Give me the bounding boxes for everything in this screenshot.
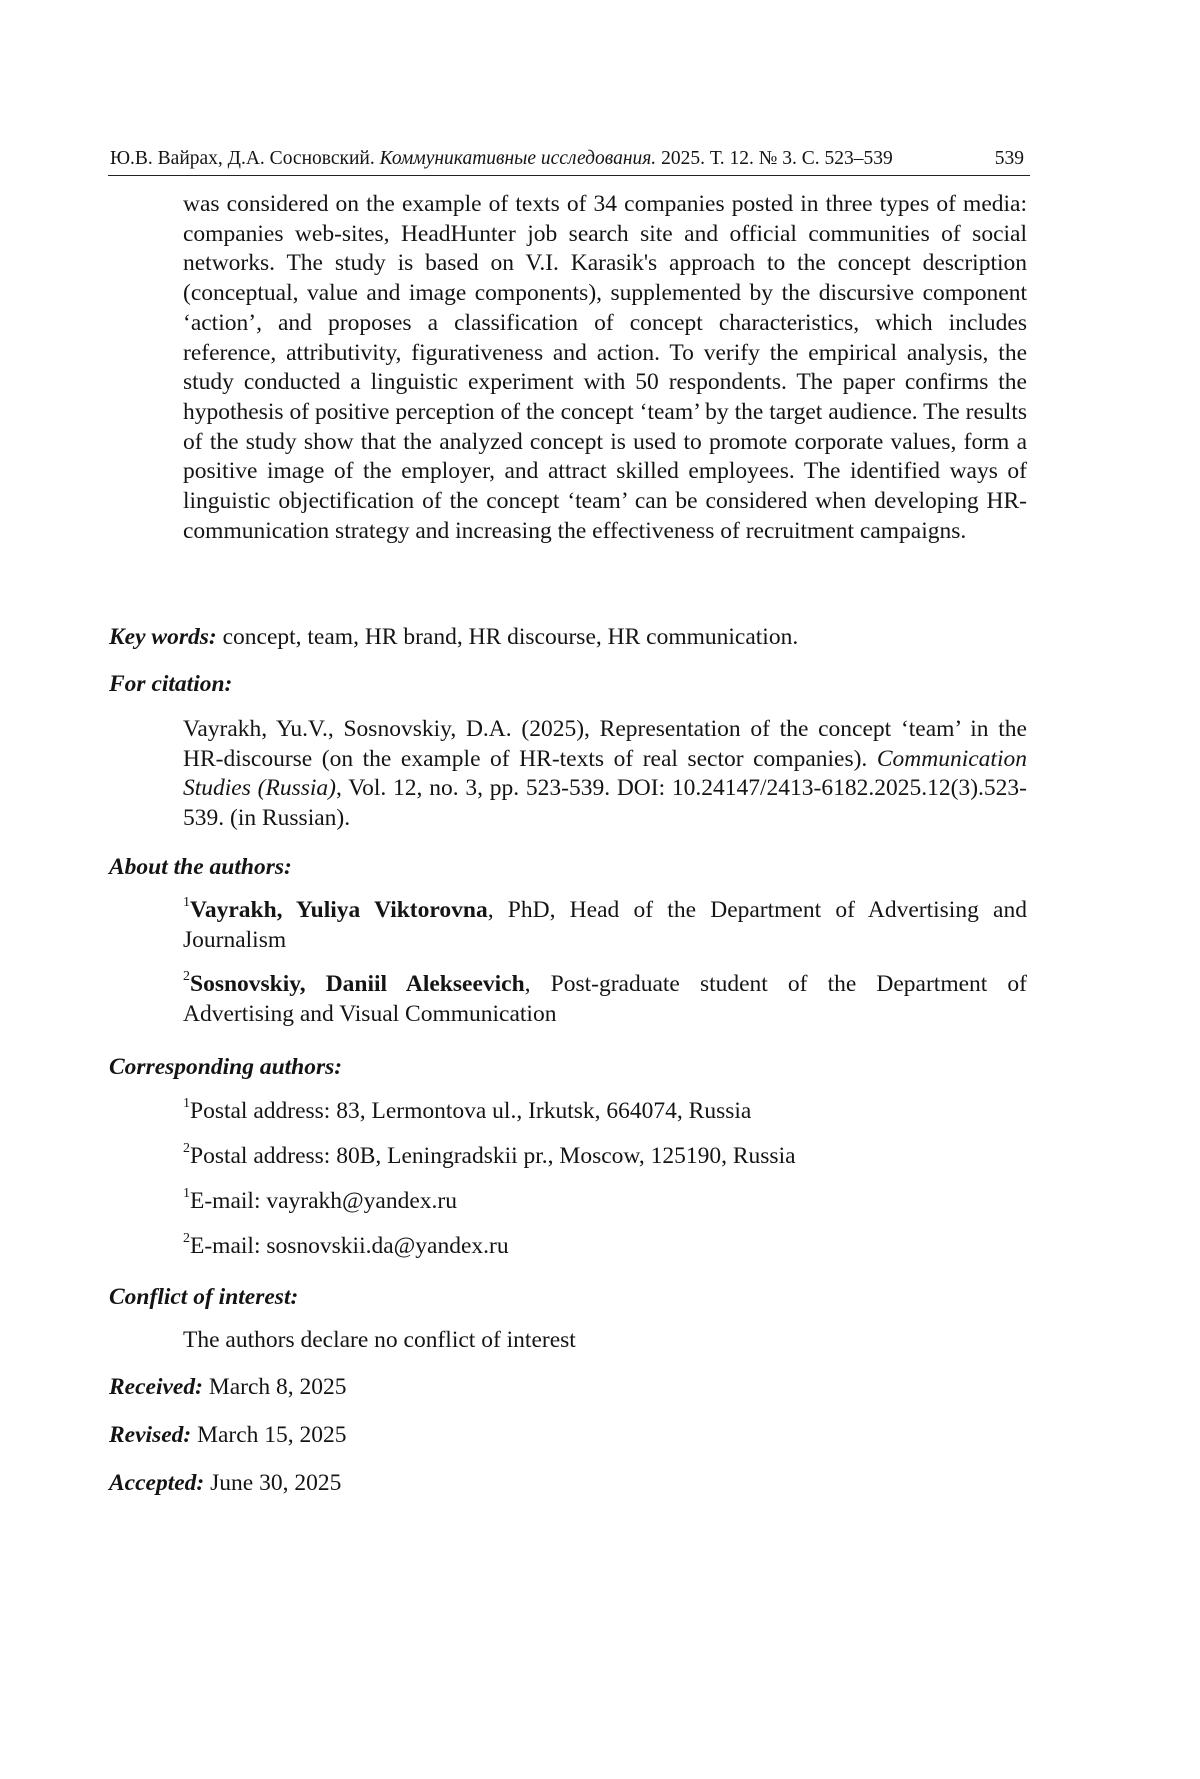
page-number: 539 — [994, 148, 1024, 169]
author-description: , Post-graduate student of the Department of Advertising and Visual Communication — [183, 971, 1027, 1027]
revised-label: Revised: — [109, 1422, 192, 1448]
footnote-marker: 1 — [183, 1096, 190, 1112]
conflict-of-interest-text: The authors declare no conflict of interest — [183, 1327, 576, 1353]
running-header — [108, 145, 1030, 176]
email-text: E-mail: vayrakh@yandex.ru — [190, 1188, 457, 1214]
revised-line — [109, 1420, 347, 1450]
footnote-marker: 2 — [183, 1141, 190, 1157]
revised-date: March 15, 2025 — [197, 1422, 347, 1448]
accepted-date: June 30, 2025 — [210, 1470, 342, 1496]
about-authors-label: About the authors: — [109, 854, 292, 880]
citation-before-journal: Vayrakh, Yu.V., Sosnovskiy, D.A. (2025), Representation of the concept ‘team’ in the HR-discourse (on the example of HR-texts of real sector companies). — [183, 716, 1027, 772]
email-text: E-mail: sosnovskii.da@yandex.ru — [190, 1233, 509, 1259]
citation-text — [183, 715, 1027, 834]
header-citation — [110, 145, 893, 173]
accepted-label: Accepted: — [109, 1470, 205, 1496]
received-date: March 8, 2025 — [208, 1374, 347, 1400]
header-journal: Коммуникативные исследования. — [379, 148, 657, 169]
postal-address-text: Postal address: 80B, Leningradskii pr., Moscow, 125190, Russia — [190, 1143, 796, 1169]
keywords-line — [109, 622, 798, 652]
citation-journal: Communication Studies (Russia) — [183, 745, 1027, 802]
footnote-marker: 1 — [183, 1186, 190, 1202]
abstract-paragraph: was considered on the example of texts of 34 companies posted in three types of media: companies web-sites, HeadHunter job search site and official communities of social networks. The study is based on V.I. Karasik's approach to the concept description (conceptual, value and image components), supplemented by the discursive component ‘action’, and proposes a classification of concept characteristics, which includes reference, attributivity, figurativeness and action. To verify the empirical analysis, the study conducted a linguistic experiment with 50 respondents. The paper confirms the hypothesis of positive perception of the concept ‘team’ by the target audience. The results of the study show that the analyzed concept is used to promote corporate values, form a positive image of the employer, and attract skilled employees. The identified ways of linguistic objectification of the concept ‘team’ can be considered when developing HR-communication strategy and increasing the effectiveness of recruitment campaigns. — [183, 191, 1027, 544]
accepted-line — [109, 1468, 341, 1498]
header-issue: 2025. Т. 12. № 3. С. 523–539 — [661, 148, 893, 169]
author-name: Vayrakh, Yuliya Viktorovna — [190, 897, 488, 923]
author-entry — [183, 896, 1027, 955]
received-line — [109, 1372, 347, 1402]
email-1 — [183, 1186, 1027, 1216]
citation-label: For citation: — [109, 671, 233, 697]
postal-address-2 — [183, 1141, 1027, 1171]
conflict-of-interest-label: Conflict of interest: — [109, 1284, 299, 1310]
header-authors: Ю.В. Вайрах, Д.А. Сосновский. — [110, 148, 375, 169]
author-footnote-marker: 2 — [183, 969, 190, 985]
keywords-text: concept, team, HR brand, HR discourse, HR communication. — [222, 624, 799, 650]
footnote-marker: 2 — [183, 1231, 190, 1247]
received-label: Received: — [109, 1374, 203, 1400]
author-description: , PhD, Head of the Department of Advertising and Journalism — [183, 897, 1027, 953]
keywords-label: Key words: — [109, 624, 217, 650]
postal-address-text: Postal address: 83, Lermontova ul., Irkutsk, 664074, Russia — [190, 1098, 752, 1124]
author-entry — [183, 970, 1027, 1029]
email-2 — [183, 1231, 1027, 1261]
citation-after-journal: , Vol. 12, no. 3, pp. 523-539. DOI: 10.24147/2413-6182.2025.12(3).523-539. (in Russian). — [183, 775, 1027, 832]
postal-address-1 — [183, 1096, 1027, 1126]
author-footnote-marker: 1 — [183, 895, 190, 911]
corresponding-authors-label: Corresponding authors: — [109, 1054, 343, 1080]
author-name: Sosnovskiy, Daniil Alekseevich — [190, 971, 525, 997]
